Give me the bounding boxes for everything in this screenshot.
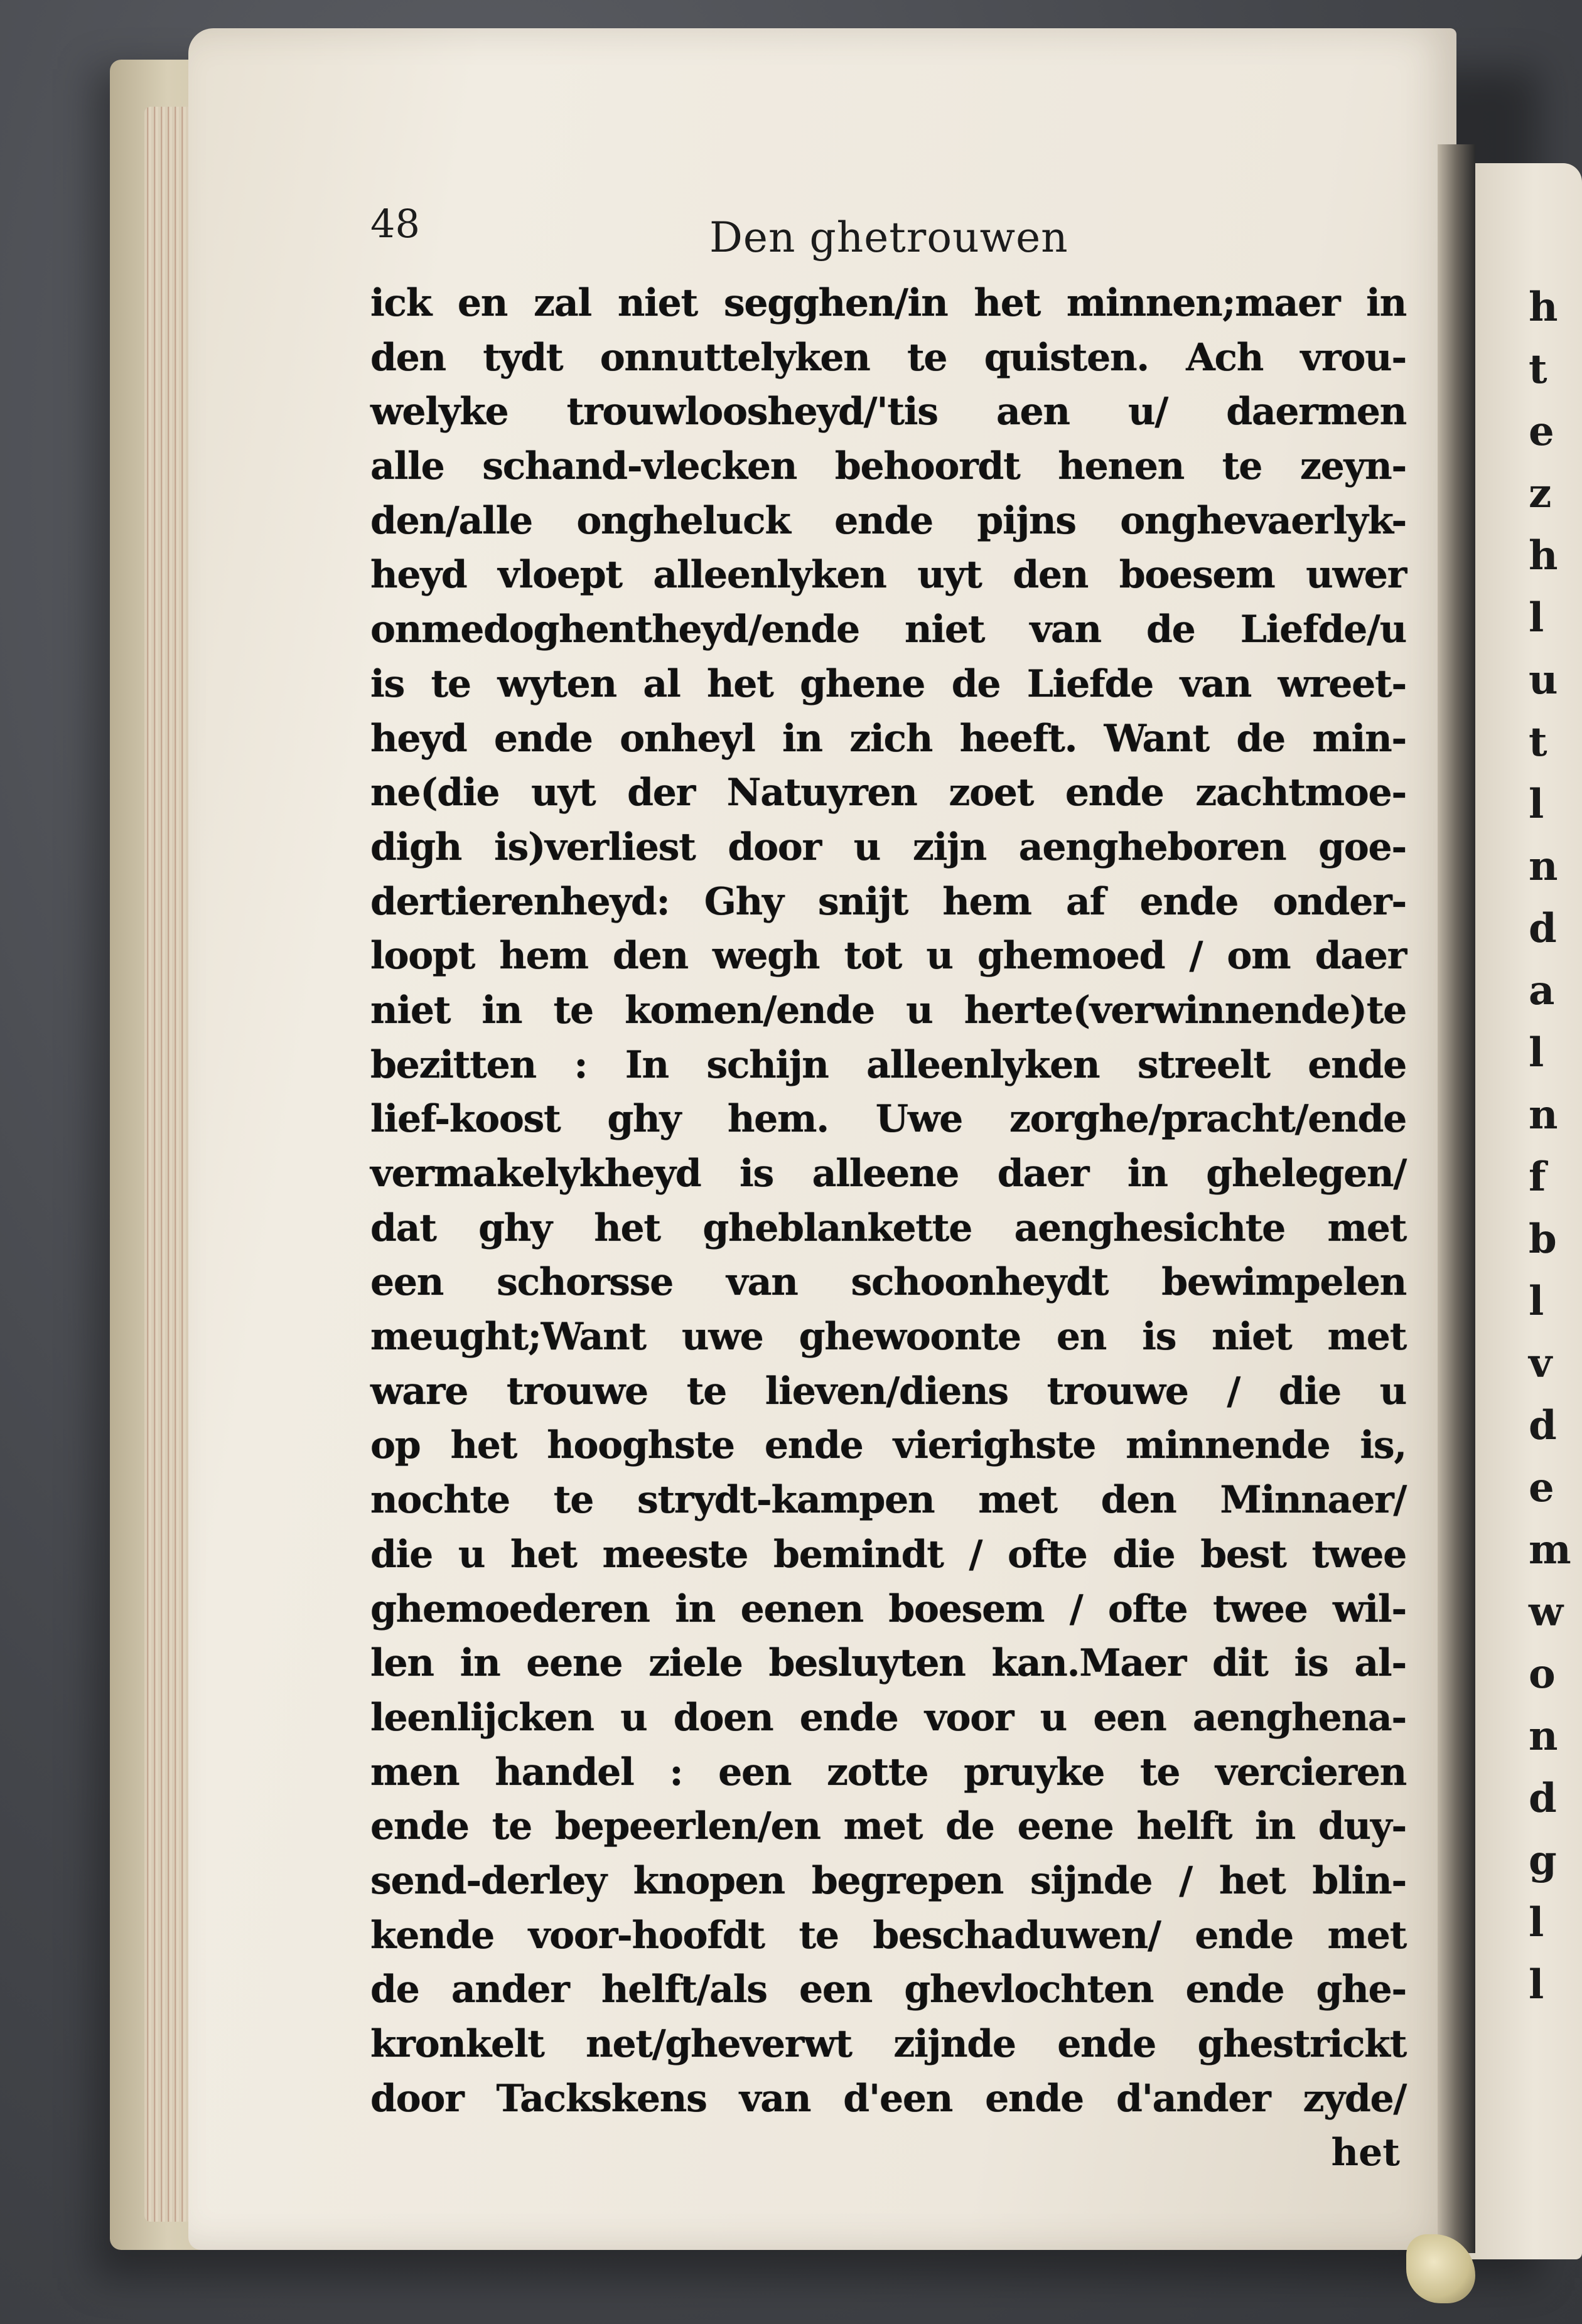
facing-page-fragment: n — [1529, 1091, 1558, 1138]
facing-page-fragment: b — [1529, 1216, 1557, 1263]
text-line: meught;Want uwe ghewoonte en is niet met — [370, 1315, 1406, 1359]
facing-page-fragment: w — [1529, 1588, 1564, 1636]
facing-page-fragment: l — [1529, 1029, 1544, 1076]
text-line: heyd vloept alleenlyken uyt den boesem uwer — [370, 553, 1406, 597]
text-line: alle schand-vlecken behoordt henen te zeyn- — [370, 444, 1406, 489]
text-line: welyke trouwloosheyd/'tis aen u/ daermen — [370, 390, 1406, 434]
facing-page-fragment: l — [1529, 1278, 1544, 1325]
text-line: dertierenheyd: Ghy snijt hem af ende onder- — [370, 879, 1406, 924]
facing-page-fragment: t — [1529, 719, 1547, 766]
text-line: den tydt onnuttelyken te quisten. Ach vrou- — [370, 335, 1406, 380]
text-line: niet in te komen/ende u herte(verwinnende)te — [370, 988, 1406, 1032]
facing-page-fragment: t — [1529, 346, 1547, 393]
facing-page-fragment: l — [1529, 1961, 1544, 2008]
catchword: het — [1331, 2131, 1400, 2175]
text-line: ware trouwe te lieven/diens trouwe / die u — [370, 1369, 1406, 1413]
facing-page-fragment: l — [1529, 781, 1544, 828]
text-line: kronkelt net/gheverwt zijnde ende ghestrickt — [370, 2022, 1406, 2066]
facing-page-fragment: n — [1529, 843, 1558, 890]
facing-page-fragment: a — [1529, 967, 1555, 1014]
facing-page-fragment: v — [1529, 1340, 1552, 1387]
text-line: is te wyten al het ghene de Liefde van wreet- — [370, 661, 1406, 706]
running-head — [370, 201, 1406, 276]
facing-page-fragment: g — [1529, 1837, 1557, 1884]
text-line: ende te bepeerlen/en met de eene helft in duy- — [370, 1804, 1406, 1849]
text-line: ne(die uyt der Natuyren zoet ende zachtmoe- — [370, 771, 1406, 815]
body-text — [370, 276, 1406, 2126]
facing-page-fragment: h — [1529, 284, 1558, 331]
facing-page-fragment: o — [1529, 1651, 1556, 1698]
facing-page-fragment: m — [1529, 1526, 1571, 1573]
page-number: 48 — [370, 201, 420, 247]
text-line: lief-koost ghy hem. Uwe zorghe/pracht/ende — [370, 1097, 1406, 1142]
text-line: send-derley knopen begrepen sijnde / het blin- — [370, 1858, 1406, 1903]
facing-page-fragment: d — [1529, 1402, 1557, 1449]
facing-page-text-fragments — [1529, 276, 1571, 2016]
facing-page-fragment: l — [1529, 594, 1544, 641]
text-line: op het hooghste ende vierighste minnende is, — [370, 1423, 1406, 1468]
facing-page-fragment: l — [1529, 1899, 1544, 1946]
text-line: een schorsse van schoonheydt bewimpelen — [370, 1260, 1406, 1305]
text-line: door Tackskens van d'een ende d'ander zyde/ — [370, 2076, 1406, 2121]
facing-page-fragment: u — [1529, 656, 1558, 704]
text-line: leenlijcken u doen ende voor u een aenghena- — [370, 1695, 1406, 1740]
facing-page-fragment: e — [1529, 1464, 1554, 1511]
book-gutter — [1438, 144, 1475, 2253]
facing-page-fragment: z — [1529, 470, 1552, 517]
facing-page-fragment: d — [1529, 905, 1557, 952]
text-line: ick en zal niet segghen/in het minnen;maer in — [370, 281, 1406, 325]
facing-page-fragment: e — [1529, 408, 1554, 455]
text-line: heyd ende onheyl in zich heeft. Want de min- — [370, 716, 1406, 761]
text-line: men handel : een zotte pruyke te vercieren — [370, 1750, 1406, 1794]
text-line: den/alle ongheluck ende pijns onghevaerlyk- — [370, 498, 1406, 543]
text-line: die u het meeste bemindt / ofte die best twee — [370, 1532, 1406, 1577]
facing-page-fragment: h — [1529, 532, 1558, 579]
facing-page-fragment: n — [1529, 1713, 1558, 1760]
text-line: nochte te strydt-kampen met den Minnaer/ — [370, 1478, 1406, 1523]
text-line: bezitten : In schijn alleenlyken streelt ende — [370, 1042, 1406, 1087]
facing-page-fragment: f — [1529, 1154, 1546, 1201]
running-head-title: Den ghetrouwen — [709, 213, 1068, 262]
page-content — [370, 201, 1406, 2180]
text-line: vermakelykheyd is alleene daer in ghelegen/ — [370, 1152, 1406, 1196]
text-line: len in eene ziele besluyten kan.Maer dit is al- — [370, 1641, 1406, 1686]
text-line: digh is)verliest door u zijn aengheboren goe- — [370, 825, 1406, 869]
text-line: loopt hem den wegh tot u ghemoed / om daer — [370, 934, 1406, 978]
text-line: onmedoghentheyd/ende niet van de Liefde/u — [370, 608, 1406, 652]
text-line: kende voor-hoofdt te beschaduwen/ ende met — [370, 1913, 1406, 1957]
text-line: dat ghy het gheblankette aenghesichte met — [370, 1206, 1406, 1250]
facing-page-fragment: d — [1529, 1775, 1557, 1822]
facing-page — [1463, 163, 1582, 2259]
text-line: ghemoederen in eenen boesem / ofte twee wil- — [370, 1587, 1406, 1631]
text-line: de ander helft/als een ghevlochten ende ghe- — [370, 1968, 1406, 2012]
